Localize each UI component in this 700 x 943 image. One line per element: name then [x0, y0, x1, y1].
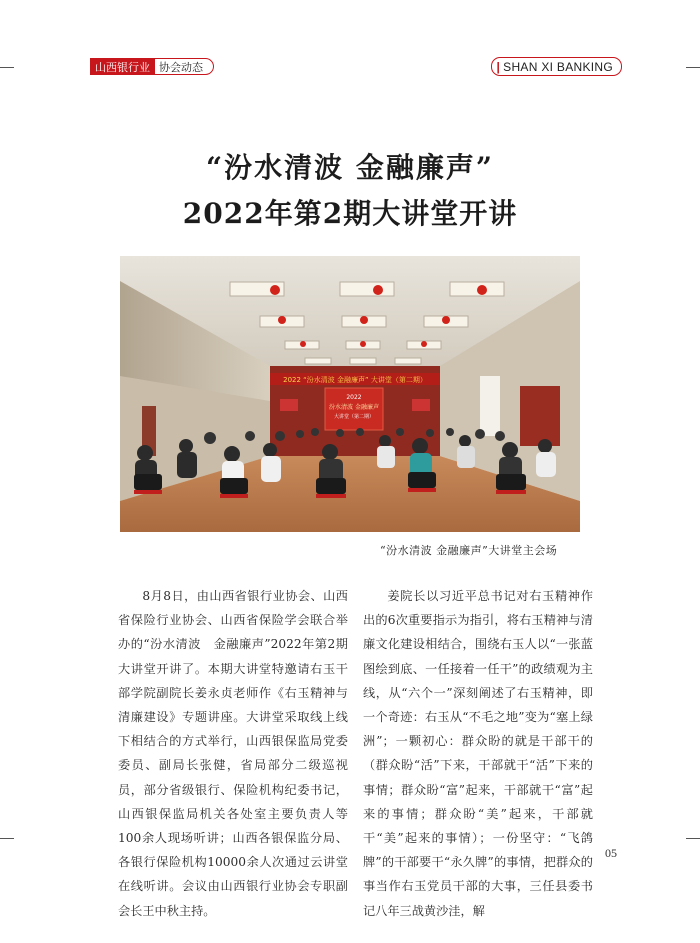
article-body-right-column [363, 584, 593, 923]
page-number: 05 [605, 846, 617, 860]
event-photo [120, 256, 580, 532]
article-paragraph: 姜院长以习近平总书记对右玉精神作出的6次重要指示为指引，将右玉精神与清廉文化建设相结合，围绕右玉人以“一张蓝图绘到底、一任接着一任干”的政绩观为主线，从“六个一”深刻阐述了右玉精神，即一个奇迹：右玉从“不毛之地”变为“塞上绿洲”；一颗初心：群众盼的就是干部干的（群众盼“活”下来，干部就干“活”下来的事情；群众盼“富”起来，干部就干“富”起来的事情；群众盼“美”起来，干部就干“美”起来的事情）；一份坚守：“飞鸽牌”的干部要干“永久牌”的事情，把群众的事当作右玉党员干部的大事，三任县委书记八年三战黄沙洼，解 [363, 589, 593, 918]
magazine-name-badge [491, 57, 622, 76]
screen-banner-text: 2022 “汾水清波 金融廉声” 大讲堂（第二期） [283, 376, 427, 384]
photo-caption: “汾水清波 金融廉声”大讲堂主会场 [380, 544, 558, 557]
projector-line2: 汾水清波 金融廉声 [329, 404, 379, 411]
header-brand-tag: 山西银行业 [90, 58, 155, 75]
crop-mark [0, 67, 14, 68]
divider-bar-icon: | [496, 59, 501, 74]
article-title-line1: “汾水清波 金融廉声” [206, 151, 494, 184]
crop-mark [0, 838, 14, 839]
crop-mark [686, 67, 700, 68]
article-paragraph: 8月8日，由山西省银行业协会、山西省保险行业协会、山西省保险学会联合举办的“汾水清波 金融廉声”2022年第2期大讲堂开讲了。本期大讲堂特邀请右玉干部学院副院长姜永贞老师作《右玉精神与清廉建设》专题讲座。大讲堂采取线上线下相结合的方式举行，山西银保监局党委委员、副局长张健，省局部分二级巡视员，部分省级银行、保险机构纪委书记，山西银保监局机关各处室主要负责人等100余人现场听讲；山西各银保监分局、各银行保险机构10000余人次通过云讲堂在线听讲。会议由山西银行业协会专职副会长王中秋主持。 [118, 589, 348, 918]
projector-line1: 2022 [346, 394, 362, 401]
article-title-line2: 2022年第2期大讲堂开讲 [182, 197, 518, 230]
magazine-name: SHAN XI BANKING [503, 59, 613, 74]
crop-mark [686, 838, 700, 839]
header-section-tag: 协会动态 [155, 58, 214, 75]
section-header [90, 58, 214, 75]
projector-line3: 大讲堂（第二期） [333, 414, 375, 420]
article-body-left-column [118, 584, 348, 923]
